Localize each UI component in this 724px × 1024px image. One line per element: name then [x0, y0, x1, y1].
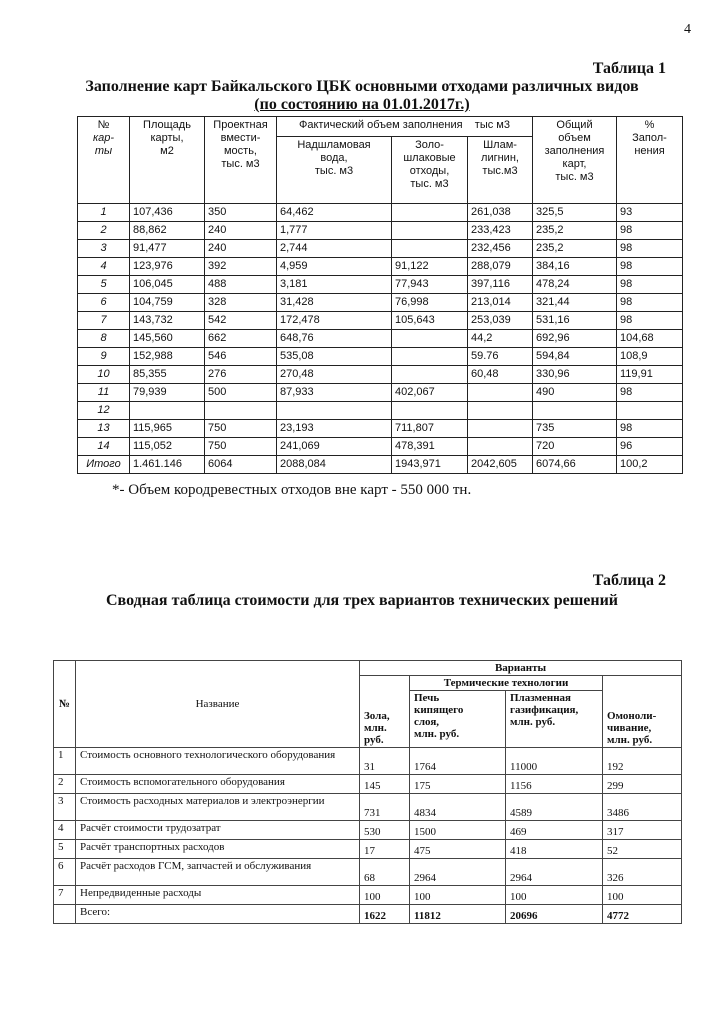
table-row: [78, 240, 683, 258]
cell-no: 2: [54, 775, 76, 794]
cell-total-volume: 235,2: [533, 222, 617, 240]
cell-ash: 76,998: [392, 294, 468, 312]
table-row: [78, 384, 683, 402]
table-row: [78, 204, 683, 222]
table-row: [78, 330, 683, 348]
cell-area: 104,759: [130, 294, 205, 312]
cell-percent: 98: [617, 312, 683, 330]
header-total-volume: [533, 117, 617, 204]
cell-name: Непредвиденные расходы: [76, 886, 360, 905]
table1-title-line1: Заполнение карт Байкальского ЦБК основными отходами различных видов: [85, 78, 639, 95]
cell-ash: 17: [360, 840, 410, 859]
total-ash: 1943,971: [392, 456, 468, 474]
header-line: Проектная: [213, 119, 268, 131]
header-ash: [360, 676, 410, 748]
cell-capacity: 546: [205, 348, 277, 366]
header-line: м2: [160, 145, 174, 157]
total-map-no: Итого: [78, 456, 130, 474]
cell-furnace: 2964: [410, 859, 506, 886]
header-map-no: [78, 117, 130, 204]
table-row: [54, 748, 682, 775]
table-row: [54, 821, 682, 840]
header-line: карты,: [150, 132, 184, 144]
table-row: [54, 840, 682, 859]
cell-map-no: 7: [78, 312, 130, 330]
cell-total-volume: 235,2: [533, 240, 617, 258]
total-lignin: 2042,605: [468, 456, 533, 474]
cell-total-volume: 735: [533, 420, 617, 438]
cell-map-no: 3: [78, 240, 130, 258]
cell-percent: 98: [617, 384, 683, 402]
cell-map-no: 9: [78, 348, 130, 366]
cell-no: 5: [54, 840, 76, 859]
cell-water: [277, 402, 392, 420]
cell-capacity: 240: [205, 240, 277, 258]
cell-lignin: 59.76: [468, 348, 533, 366]
cell-plasma: 2964: [506, 859, 603, 886]
cell-capacity: 350: [205, 204, 277, 222]
header-line: млн. руб.: [510, 716, 556, 728]
cell-name: Расчёт стоимости трудозатрат: [76, 821, 360, 840]
cell-ash: 105,643: [392, 312, 468, 330]
cell-area: 88,862: [130, 222, 205, 240]
cell-total-volume: 478,24: [533, 276, 617, 294]
header-line: Площадь: [143, 119, 191, 131]
cell-map-no: 8: [78, 330, 130, 348]
cell-name: Стоимость расходных материалов и электроэнергии: [76, 794, 360, 821]
header-line: газификация,: [510, 704, 579, 716]
cell-percent: 119,91: [617, 366, 683, 384]
cell-water: 270,48: [277, 366, 392, 384]
cell-capacity: [205, 402, 277, 420]
cell-plasma: 11000: [506, 748, 603, 775]
cell-lignin: 232,456: [468, 240, 533, 258]
cell-capacity: 240: [205, 222, 277, 240]
page-number: 4: [684, 22, 691, 37]
table-row: [54, 794, 682, 821]
table2: [53, 660, 682, 924]
header-line: чивание,: [607, 722, 652, 734]
cell-area: 91,477: [130, 240, 205, 258]
cell-area: 145,560: [130, 330, 205, 348]
header-line: Печь: [414, 692, 440, 704]
cell-ash: 100: [360, 886, 410, 905]
header-line: №: [97, 119, 110, 131]
cell-total-volume: [533, 402, 617, 420]
cell-total-volume: 321,44: [533, 294, 617, 312]
cell-area: 107,436: [130, 204, 205, 222]
cell-area: 115,052: [130, 438, 205, 456]
table1-body: [78, 204, 683, 474]
header-capacity: [205, 117, 277, 204]
header-line: Запол-: [632, 132, 667, 144]
header-line: ты: [94, 145, 113, 157]
cell-furnace: 1764: [410, 748, 506, 775]
cell-ash: 145: [360, 775, 410, 794]
cell-lignin: 261,038: [468, 204, 533, 222]
header-percent: [617, 117, 683, 204]
cell-water: 23,193: [277, 420, 392, 438]
cell-lignin: [468, 402, 533, 420]
cell-capacity: 276: [205, 366, 277, 384]
cell-water: 241,069: [277, 438, 392, 456]
header-line: тыс. м3: [555, 171, 594, 183]
header-plasma: [506, 691, 603, 748]
table2-header: [54, 661, 682, 748]
cell-lignin: 44,2: [468, 330, 533, 348]
cell-no: 1: [54, 748, 76, 775]
header-furnace: [410, 691, 506, 748]
cell-water: 1,777: [277, 222, 392, 240]
header-line: руб.: [364, 734, 384, 746]
cell-monolith: 3486: [603, 794, 682, 821]
cell-ash: 402,067: [392, 384, 468, 402]
cell-water: 31,428: [277, 294, 392, 312]
table1-title: [0, 78, 724, 114]
cell-ash: [392, 222, 468, 240]
cell-furnace: 100: [410, 886, 506, 905]
header-lignin: [468, 137, 533, 204]
cell-lignin: 233,423: [468, 222, 533, 240]
table2-body: [54, 748, 682, 924]
header-line: заполнения: [544, 145, 605, 157]
cell-furnace: 175: [410, 775, 506, 794]
cell-monolith: 192: [603, 748, 682, 775]
cell-map-no: 2: [78, 222, 130, 240]
table-row: [78, 402, 683, 420]
header-name: Название: [76, 661, 360, 748]
header-line: слоя,: [414, 716, 440, 728]
cell-monolith: 299: [603, 775, 682, 794]
total-furnace: 11812: [410, 905, 506, 924]
table-row: [78, 420, 683, 438]
cell-name: Стоимость вспомогательного оборудования: [76, 775, 360, 794]
cell-furnace: 1500: [410, 821, 506, 840]
cell-name: Расчёт расходов ГСМ, запчастей и обслуживания: [76, 859, 360, 886]
header-line: отходы,: [409, 165, 450, 177]
cell-plasma: 4589: [506, 794, 603, 821]
header-line: Зола,: [364, 710, 390, 722]
cell-capacity: 662: [205, 330, 277, 348]
cell-water: 535,08: [277, 348, 392, 366]
cell-map-no: 13: [78, 420, 130, 438]
header-area: [130, 117, 205, 204]
cell-area: [130, 402, 205, 420]
cell-lignin: [468, 384, 533, 402]
header-water: [277, 137, 392, 204]
cell-percent: 98: [617, 294, 683, 312]
cell-total-volume: 330,96: [533, 366, 617, 384]
header-line: кар-: [92, 132, 115, 144]
cell-capacity: 750: [205, 420, 277, 438]
total-row: [78, 456, 683, 474]
cell-ash: 91,122: [392, 258, 468, 276]
cell-monolith: 317: [603, 821, 682, 840]
header-line: %: [644, 119, 655, 131]
header-line: млн. руб.: [607, 734, 653, 746]
table1: [77, 116, 683, 474]
cell-ash: 77,943: [392, 276, 468, 294]
header-line: кипящего: [414, 704, 464, 716]
cell-lignin: 213,014: [468, 294, 533, 312]
header-line: карт,: [562, 158, 587, 170]
cell-total-volume: 490: [533, 384, 617, 402]
cell-area: 106,045: [130, 276, 205, 294]
cell-name: Стоимость основного технологического оборудования: [76, 748, 360, 775]
header-variants: Варианты: [360, 661, 682, 676]
table-row: [78, 366, 683, 384]
cell-percent: 96: [617, 438, 683, 456]
cell-percent: 104,68: [617, 330, 683, 348]
cell-lignin: [468, 438, 533, 456]
header-line: тыс. м3: [410, 178, 449, 190]
cell-map-no: 4: [78, 258, 130, 276]
cell-no: 6: [54, 859, 76, 886]
cell-area: 79,939: [130, 384, 205, 402]
table1-title-line2: (по состоянию на 01.01.2017г.): [254, 96, 470, 113]
table2-title: Сводная таблица стоимости для трех вариантов технических решений: [105, 592, 619, 609]
total-monolith: 4772: [603, 905, 682, 924]
table1-header: [78, 117, 683, 204]
cell-ash: [392, 402, 468, 420]
cell-capacity: 750: [205, 438, 277, 456]
footnote: *- Объем кородревестных отходов вне карт - 550 000 тн.: [112, 482, 472, 498]
cell-map-no: 14: [78, 438, 130, 456]
cell-area: 152,988: [130, 348, 205, 366]
table1-label: Таблица 1: [592, 60, 666, 77]
cell-ash: [392, 348, 468, 366]
table-row: [78, 276, 683, 294]
cell-map-no: 5: [78, 276, 130, 294]
table-row: [54, 859, 682, 886]
cell-total-volume: 325,5: [533, 204, 617, 222]
table-row: [78, 222, 683, 240]
cell-capacity: 488: [205, 276, 277, 294]
cell-map-no: 12: [78, 402, 130, 420]
cell-no: 3: [54, 794, 76, 821]
cell-plasma: 469: [506, 821, 603, 840]
cell-area: 123,976: [130, 258, 205, 276]
cell-ash: [392, 204, 468, 222]
cell-furnace: 4834: [410, 794, 506, 821]
cell-area: 115,965: [130, 420, 205, 438]
total-no: [54, 905, 76, 924]
total-area: 1.461.146: [130, 456, 205, 474]
cell-total-volume: 692,96: [533, 330, 617, 348]
table-row: [78, 348, 683, 366]
cell-capacity: 328: [205, 294, 277, 312]
cell-water: 2,744: [277, 240, 392, 258]
cell-ash: 68: [360, 859, 410, 886]
cell-percent: 98: [617, 420, 683, 438]
header-no: №: [54, 661, 76, 748]
cell-percent: 98: [617, 222, 683, 240]
header-line: лигнин,: [481, 152, 519, 164]
cell-furnace: 475: [410, 840, 506, 859]
header-line: нения: [634, 145, 665, 157]
header-line: Шлам-: [483, 139, 517, 151]
header-monolith: [603, 676, 682, 748]
header-thermal: Термические технологии: [410, 676, 603, 691]
cell-lignin: [468, 420, 533, 438]
header-line: шлаковые: [403, 152, 456, 164]
cell-monolith: 326: [603, 859, 682, 886]
cell-percent: [617, 402, 683, 420]
cell-no: 4: [54, 821, 76, 840]
cell-monolith: 100: [603, 886, 682, 905]
cell-water: 64,462: [277, 204, 392, 222]
cell-lignin: 60,48: [468, 366, 533, 384]
total-row: [54, 905, 682, 924]
cell-plasma: 418: [506, 840, 603, 859]
cell-total-volume: 384,16: [533, 258, 617, 276]
header-line: тыс. м3: [221, 158, 260, 170]
cell-total-volume: 720: [533, 438, 617, 456]
cell-capacity: 500: [205, 384, 277, 402]
cell-capacity: 542: [205, 312, 277, 330]
cell-ash: 478,391: [392, 438, 468, 456]
header-line: объем: [558, 132, 591, 144]
table-row: [54, 775, 682, 794]
cell-ash: [392, 366, 468, 384]
total-plasma: 20696: [506, 905, 603, 924]
cell-percent: 93: [617, 204, 683, 222]
cell-water: 4,959: [277, 258, 392, 276]
cell-monolith: 52: [603, 840, 682, 859]
header-line: вмести-: [220, 132, 261, 144]
table-row: [54, 886, 682, 905]
cell-capacity: 392: [205, 258, 277, 276]
table-row: [78, 294, 683, 312]
cell-ash: 530: [360, 821, 410, 840]
cell-percent: 108,9: [617, 348, 683, 366]
cell-map-no: 1: [78, 204, 130, 222]
cell-lignin: 397,116: [468, 276, 533, 294]
header-line: млн. руб.: [414, 728, 460, 740]
cell-water: 87,933: [277, 384, 392, 402]
cell-plasma: 1156: [506, 775, 603, 794]
cell-percent: 98: [617, 258, 683, 276]
total-water: 2088,084: [277, 456, 392, 474]
cell-lignin: 253,039: [468, 312, 533, 330]
cell-lignin: 288,079: [468, 258, 533, 276]
header-ash: [392, 137, 468, 204]
total-capacity: 6064: [205, 456, 277, 474]
cell-ash: 711,807: [392, 420, 468, 438]
table-row: [78, 438, 683, 456]
total-ash: 1622: [360, 905, 410, 924]
table2-label: Таблица 2: [592, 572, 666, 589]
cell-name: Расчёт транспортных расходов: [76, 840, 360, 859]
header-line: Общий: [556, 119, 593, 131]
cell-total-volume: 531,16: [533, 312, 617, 330]
cell-area: 143,732: [130, 312, 205, 330]
cell-ash: [392, 240, 468, 258]
header-line: мость,: [223, 145, 257, 157]
header-line: Золо-: [415, 139, 444, 151]
header-line: млн.: [364, 722, 387, 734]
cell-water: 3,181: [277, 276, 392, 294]
cell-total-volume: 594,84: [533, 348, 617, 366]
cell-water: 172,478: [277, 312, 392, 330]
cell-map-no: 11: [78, 384, 130, 402]
table-row: [78, 312, 683, 330]
total-label: Всего:: [76, 905, 360, 924]
header-line: Надшламовая: [297, 139, 371, 151]
cell-ash: [392, 330, 468, 348]
cell-no: 7: [54, 886, 76, 905]
header-actual: Фактический объем заполнения тыс м3: [277, 117, 533, 137]
total-percent: 100,2: [617, 456, 683, 474]
cell-percent: 98: [617, 276, 683, 294]
header-line: тыс. м3: [314, 165, 354, 177]
cell-map-no: 6: [78, 294, 130, 312]
cell-ash: 31: [360, 748, 410, 775]
cell-percent: 98: [617, 240, 683, 258]
total-total-volume: 6074,66: [533, 456, 617, 474]
cell-map-no: 10: [78, 366, 130, 384]
header-line: вода,: [320, 152, 348, 164]
header-line: Омоноли-: [607, 710, 657, 722]
table-row: [78, 258, 683, 276]
cell-ash: 731: [360, 794, 410, 821]
cell-area: 85,355: [130, 366, 205, 384]
header-line: Плазменная: [510, 692, 571, 704]
cell-plasma: 100: [506, 886, 603, 905]
header-line: тыс.м3: [482, 165, 518, 177]
cell-water: 648,76: [277, 330, 392, 348]
